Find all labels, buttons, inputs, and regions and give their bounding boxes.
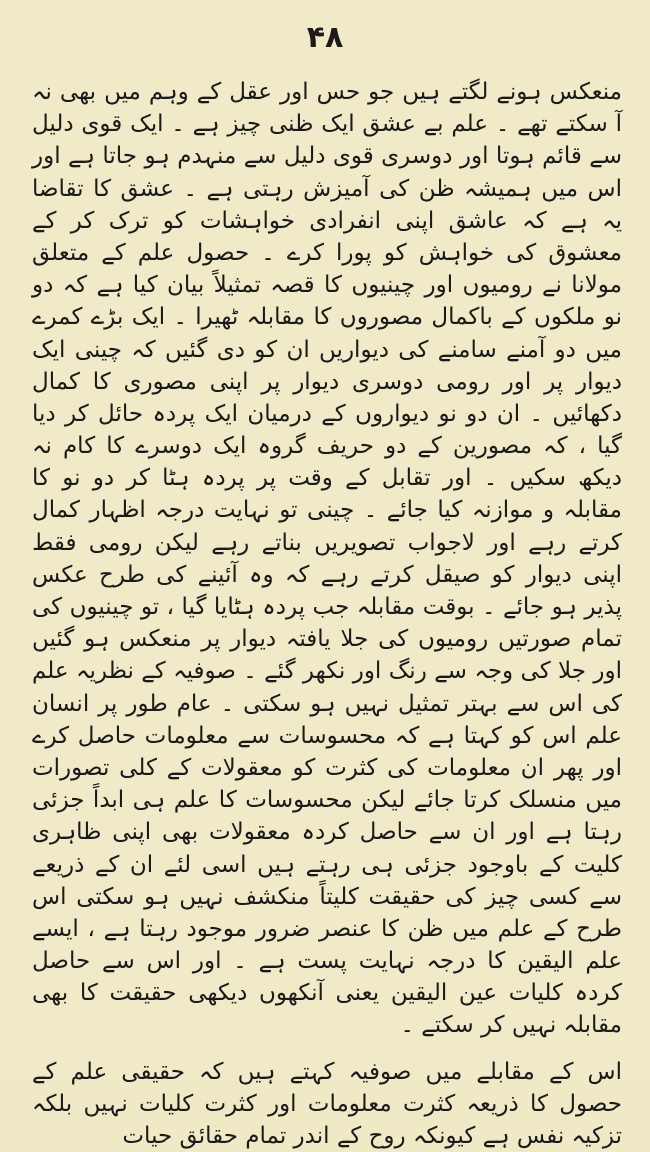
paragraph-2: اس کے مقابلے میں صوفیہ کہتے ہیں کہ حقیقی علم کے حصول کا ذریعہ کثرت معلومات اور کثرت کلیات نہیں بلکہ تزکیہ نفس ہے کیونکہ روح کے اندر تمام حقائق حیات [32,1058,622,1149]
paragraph-1: منعکس ہونے لگتے ہیں جو حس اور عقل کے وہم میں بھی نہ آ سکتے تھے ۔ علم بے عشق ایک ظنی چیز ہے ۔ ایک قوی دلیل سے قائم ہوتا اور دوسری قوی دلیل سے منہدم ہو جاتا ہے اور اس میں ہمیشہ ظن کی آمیزش رہتی ہے ۔ عشق کا تقاضا یہ ہے کہ عاشق اپنی انفرادی خواہشات کو ترک کر کے معشوق کی خواہش کو پورا کرے ۔ حصول علم کے متعلق مولانا نے رومیوں اور چینیوں کا قصہ تمثیلاً بیان کیا ہے کہ دو نو ملکوں کے باکمال مصوروں کا مقابلہ ٹھیرا ۔ ایک بڑے کمرے میں دو آمنے سامنے کی دیواریں ان کو دی گئیں کہ چینی ایک دیوار پر اور رومی دوسری دیوار پر اپنی مصوری کا کمال دکھائیں ۔ ان دو نو دیواروں کے درمیان ایک پردہ حائل کر دیا گیا ، کہ مصورین کے دو حریف گروہ ایک دوسرے کا کام نہ دیکھ سکیں ۔ اور تقابل کے وقت پر پردہ ہٹا کر دو نو کا مقابلہ و موازنہ کیا جائے ۔ چینی تو نہایت درجہ اظہار کمال کرتے رہے اور لاجواب تصویریں بناتے رہے لیکن رومی فقط اپنی دیوار کو صیقل کرتے رہے کہ وہ آئینے کی طرح عکس پذیر ہو جائے ۔ بوقت مقابلہ جب پردہ ہٹایا گیا ، تو چینیوں کی تمام صورتیں رومیوں کی جلا یافتہ دیوار پر منعکس ہو گئیں اور جلا کی وجہ سے رنگ اور نکھر گئے ۔ صوفیہ کے نظریہ علم کی اس سے بہتر تمثیل نہیں ہو سکتی ۔ عام طور پر انسان علم اس کو کہتا ہے کہ محسوسات سے معلومات حاصل کرے اور پھر ان معلومات کی کثرت کو معقولات کے کلی تصورات میں منسلک کرتا جائے لیکن محسوسات کا علم ہی ابداً جزئی رہتا ہے اور ان سے حاصل کردہ معقولات بھی اپنی ظاہری کلیت کے باوجود جزئی ہی رہتے ہیں اسی لئے ان کے ذریعے سے کسی چیز کی حقیقت کلیتاً منکشف نہیں ہو سکتی اس طرح کے علم میں ظن کا عنصر ضرور موجود رہتا ہے ، ایسے علم الیقین کا درجہ نہایت پست ہے ۔ اور اس سے حاصل کردہ کلیات عین الیقین یعنی آنکھوں دیکھی حقیقت کا بھی مقابلہ نہیں کر سکتے ۔ [32,79,622,1039]
page-body [32,76,622,1152]
page-number: ۴۸ [306,20,344,55]
